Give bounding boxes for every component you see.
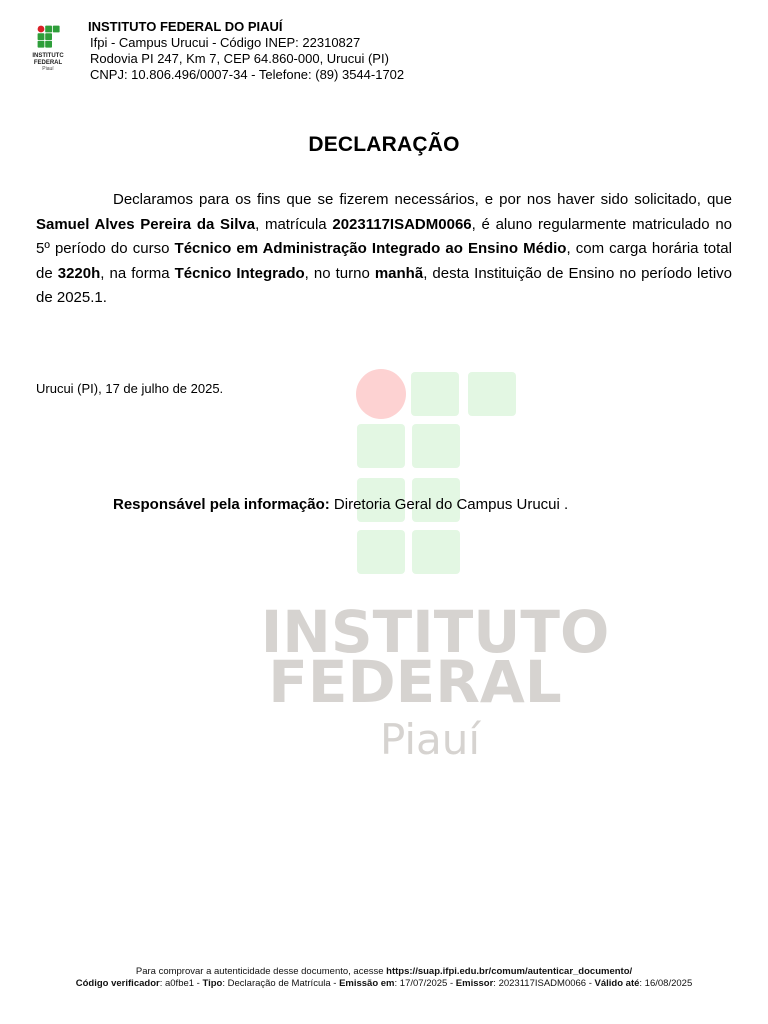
watermark-line-3: Piauí xyxy=(379,715,481,764)
paragraph-text-2: , matrícula xyxy=(255,215,333,233)
paragraph-text-7: , desta Instituição de Ensino no período letivo de 2025.1. xyxy=(36,264,733,306)
course-form: Técnico Integrado xyxy=(174,264,305,282)
registration-number: 2023117ISADM0066 xyxy=(332,215,472,233)
verify-url[interactable]: https://suap.ifpi.edu.br/comum/autenticar_documento/ xyxy=(386,966,633,977)
verify-line xyxy=(0,966,768,978)
issue-date: Urucui (PI), 17 de julho de 2025. xyxy=(36,381,224,396)
watermark-squares-icon xyxy=(260,368,610,768)
logo-squares-icon xyxy=(26,24,70,52)
issuer-value: : 2023117ISADM0066 - xyxy=(493,978,595,989)
declaration-paragraph xyxy=(36,188,732,311)
responsible-label: Responsável pela informação: xyxy=(113,496,330,513)
watermark-logo xyxy=(260,368,610,768)
watermark-line-1: INSTITUTO xyxy=(260,598,610,666)
document-header xyxy=(88,19,404,83)
issue-value: : 17/07/2025 - xyxy=(394,978,456,989)
paragraph-text-4: , com carga horária total de xyxy=(36,240,732,282)
verify-text: Para comprovar a autenticidade desse documento, acesse xyxy=(135,966,387,977)
paragraph-text-1: Declaramos para os fins que se fizerem necessários, e por nos haver sido solicitado, que xyxy=(113,191,732,208)
watermark-line-2: FEDERAL xyxy=(268,648,562,716)
type-value: : Declaração de Matrícula - xyxy=(222,978,340,989)
paragraph-text-6: , no turno xyxy=(304,264,375,282)
issue-label: Emissão em xyxy=(339,978,395,989)
logo-line-2: FEDERAL xyxy=(33,60,63,66)
valid-label: Válido até xyxy=(594,978,640,989)
code-value: : a0fbe1 - xyxy=(159,978,203,989)
workload: 3220h xyxy=(57,264,101,282)
responsible-line xyxy=(113,496,568,513)
address-line: Rodovia PI 247, Km 7, CEP 64.860-000, Urucui (PI) xyxy=(90,51,389,66)
cnpj-line: CNPJ: 10.806.496/0007-34 - Telefone: (89) 3544-1702 xyxy=(90,67,405,82)
document-footer xyxy=(0,966,768,990)
valid-value: : 16/08/2025 xyxy=(639,978,693,989)
verification-details xyxy=(0,978,768,990)
institution-name: INSTITUTO FEDERAL DO PIAUÍ xyxy=(88,19,283,34)
logo-line-1: INSTITUTC xyxy=(32,53,64,59)
document-title: DECLARAÇÃO xyxy=(308,133,460,156)
paragraph-text-5: , na forma xyxy=(100,264,175,282)
campus-line: Ifpi - Campus Urucui - Código INEP: 22310827 xyxy=(90,35,361,50)
student-name: Samuel Alves Pereira da Silva xyxy=(36,215,256,233)
course-name: Técnico em Administração Integrado ao Ensino Médio xyxy=(174,240,567,257)
issuer-label: Emissor xyxy=(455,978,494,989)
type-label: Tipo xyxy=(202,978,223,989)
responsible-value: Diretoria Geral do Campus Urucui . xyxy=(329,496,569,513)
logo-line-3: Piauí xyxy=(42,66,54,72)
institution-logo xyxy=(26,24,70,76)
shift: manhã xyxy=(374,264,424,282)
paragraph-text-3: , é aluno regularmente matriculado no 5º período do curso xyxy=(36,215,733,257)
code-label: Código verificador xyxy=(75,978,160,989)
